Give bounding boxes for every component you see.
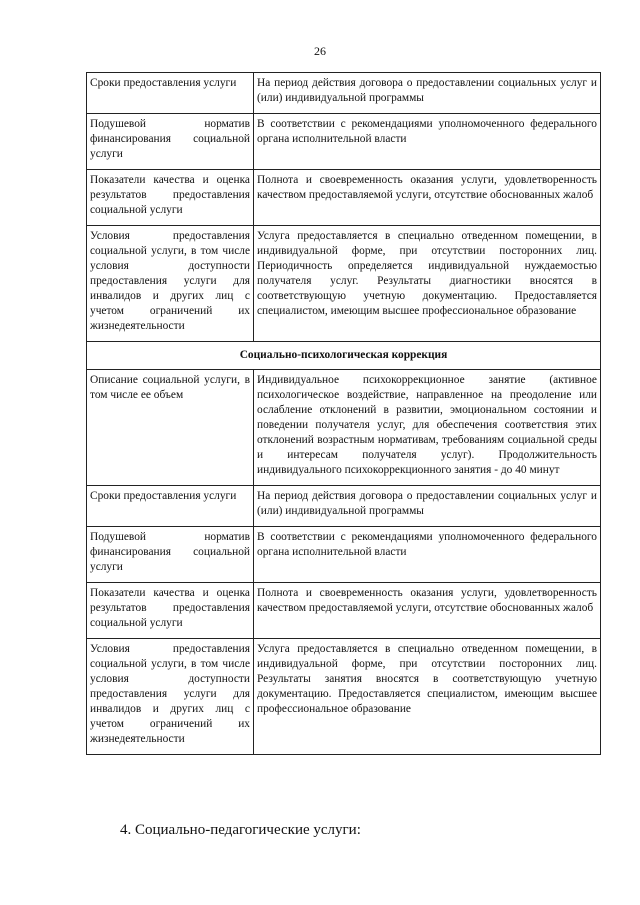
row-label: Сроки предоставления услуги — [87, 486, 254, 527]
services-table — [86, 72, 601, 755]
section-title: Социально-психологическая коррекция — [87, 342, 601, 370]
row-value: Услуга предоставляется в специально отведенном помещении, в индивидуальной форме, при отсутствии посторонних лиц. Периодичность определяется индивидуальной нуждаемостью получателя услуг. Результаты диагностики вносятся в соответствующую учетную документацию. Предоставляется специалистом, имеющим высшее профессиональное образование — [254, 226, 601, 342]
row-label: Показатели качества и оценка результатов предоставления социальной услуги — [87, 170, 254, 226]
table-row — [87, 639, 601, 755]
table-row — [87, 170, 601, 226]
page-number: 26 — [314, 44, 326, 58]
table-row — [87, 73, 601, 114]
row-value: Полнота и своевременность оказания услуги, удовлетворенность качеством предоставляемой услуги, отсутствие обоснованных жалоб — [254, 170, 601, 226]
row-value: В соответствии с рекомендациями уполномоченного федерального органа исполнительной власти — [254, 114, 601, 170]
row-value: В соответствии с рекомендациями уполномоченного федерального органа исполнительной власти — [254, 527, 601, 583]
row-label: Подушевой норматив финансирования социальной услуги — [87, 114, 254, 170]
row-value: На период действия договора о предоставлении социальных услуг и (или) индивидуальной программы — [254, 73, 601, 114]
table-row — [87, 114, 601, 170]
row-label: Описание социальной услуги, в том числе ее объем — [87, 370, 254, 486]
section-row — [87, 342, 601, 370]
table-row — [87, 527, 601, 583]
table-row — [87, 583, 601, 639]
table-row — [87, 226, 601, 342]
row-label: Подушевой норматив финансирования социальной услуги — [87, 527, 254, 583]
table-row — [87, 370, 601, 486]
table-row — [87, 486, 601, 527]
section-heading: 4. Социально-педагогические услуги: — [120, 822, 361, 838]
row-label: Показатели качества и оценка результатов предоставления социальной услуги — [87, 583, 254, 639]
row-label: Условия предоставления социальной услуги, в том числе условия доступности предоставления услуги для инвалидов и других лиц с учетом ограничений их жизнедеятельности — [87, 639, 254, 755]
row-label: Сроки предоставления услуги — [87, 73, 254, 114]
row-label: Условия предоставления социальной услуги, в том числе условия доступности предоставления услуги для инвалидов и других лиц с учетом ограничений их жизнедеятельности — [87, 226, 254, 342]
row-value: Полнота и своевременность оказания услуги, удовлетворенность качеством предоставляемой услуги, отсутствие обоснованных жалоб — [254, 583, 601, 639]
row-value: Услуга предоставляется в специально отведенном помещении, в индивидуальной форме, при отсутствии посторонних лиц. Результаты занятия вносятся в соответствующую учетную документацию. Предоставляется специалистом, имеющим высшее профессиональное образование — [254, 639, 601, 755]
row-value: На период действия договора о предоставлении социальных услуг и (или) индивидуальной программы — [254, 486, 601, 527]
row-value: Индивидуальное психокоррекционное занятие (активное психологическое воздействие, направленное на преодоление или ослабление отклонений в развитии, эмоциональном состоянии и поведении получателя услуг, для обеспечения соответствия этих отклонений возрастным нормативам, требованиям социальной среды и интересам получателя услуг). Продолжительность индивидуального психокоррекционного занятия - до 40 минут — [254, 370, 601, 486]
